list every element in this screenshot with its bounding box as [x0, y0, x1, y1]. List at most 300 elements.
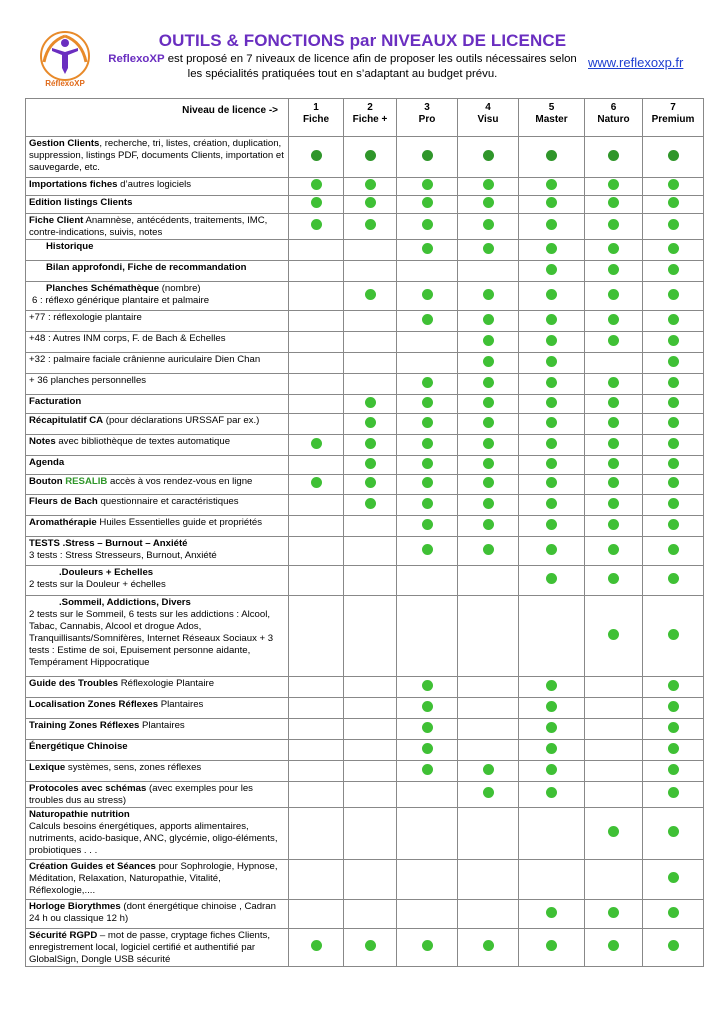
level-cell-6 — [585, 311, 643, 332]
included-dot-icon — [483, 314, 494, 325]
level-cell-3 — [397, 475, 458, 495]
included-dot-icon — [668, 335, 679, 346]
included-dot-icon — [608, 438, 619, 449]
level-name: Premium — [651, 114, 695, 125]
feature-description: (pour déclarations URSSAF par ex.) — [103, 415, 260, 426]
level-cell-4 — [458, 214, 519, 240]
level-cell-1 — [289, 475, 344, 495]
level-cell-4 — [458, 311, 519, 332]
level-cell-6 — [585, 353, 643, 374]
included-dot-icon — [668, 787, 679, 798]
level-cell-6 — [585, 566, 643, 596]
table-row — [26, 414, 704, 435]
table-row — [26, 677, 704, 698]
level-cell-2 — [344, 677, 397, 698]
level-cell-4 — [458, 900, 519, 929]
included-dot-icon — [422, 150, 433, 161]
level-number: 5 — [548, 102, 555, 113]
table-row — [26, 929, 704, 967]
level-cell-4 — [458, 414, 519, 435]
included-dot-icon — [546, 573, 557, 584]
included-dot-icon — [668, 219, 679, 230]
included-dot-icon — [483, 498, 494, 509]
feature-detail: Calculs besoins énergétiques, apports alimentaires, nutriments, acido-basique, ANC, glycémie, oligo-éléments, probiotiques . . . — [29, 821, 278, 856]
included-dot-icon — [422, 544, 433, 555]
feature-description: +32 : palmaire faciale crânienne auriculaire Dien Chan — [29, 354, 261, 365]
header-label: Niveau de licence -> — [26, 99, 289, 137]
level-cell-7 — [643, 395, 704, 414]
included-dot-icon — [668, 872, 679, 883]
table-row — [26, 860, 704, 900]
level-cell-2 — [344, 414, 397, 435]
table-row — [26, 761, 704, 782]
feature-name: Protocoles avec schémas — [29, 783, 147, 794]
level-cell-5 — [519, 516, 585, 537]
level-number: 6 — [610, 102, 617, 113]
included-dot-icon — [483, 356, 494, 367]
level-cell-4 — [458, 677, 519, 698]
level-cell-6 — [585, 719, 643, 740]
included-dot-icon — [422, 764, 433, 775]
included-dot-icon — [546, 458, 557, 469]
level-header-2 — [344, 99, 397, 137]
level-cell-6 — [585, 261, 643, 282]
feature-detail: 6 : réflexo générique plantaire et palmaire — [32, 295, 210, 306]
level-cell-3 — [397, 860, 458, 900]
included-dot-icon — [422, 438, 433, 449]
included-dot-icon — [365, 150, 376, 161]
table-row — [26, 374, 704, 395]
included-dot-icon — [668, 314, 679, 325]
included-dot-icon — [365, 438, 376, 449]
level-cell-1 — [289, 240, 344, 261]
feature-description: avec bibliothèque de textes automatique — [55, 436, 231, 447]
level-cell-2 — [344, 782, 397, 808]
table-row — [26, 332, 704, 353]
level-cell-7 — [643, 761, 704, 782]
feature-description: Huiles Essentielles guide et propriétés — [96, 517, 263, 528]
level-cell-6 — [585, 596, 643, 677]
feature-name: Historique — [46, 241, 94, 252]
feature-description: Plantaires — [139, 720, 185, 731]
level-cell-6 — [585, 414, 643, 435]
included-dot-icon — [668, 377, 679, 388]
feature-name: Guide des Troubles — [29, 678, 119, 689]
level-cell-3 — [397, 311, 458, 332]
level-cell-6 — [585, 456, 643, 475]
table-row — [26, 495, 704, 516]
table-row — [26, 311, 704, 332]
level-cell-3 — [397, 677, 458, 698]
level-cell-7 — [643, 414, 704, 435]
level-cell-2 — [344, 435, 397, 456]
feature-name: Horloge Biorythmes — [29, 901, 121, 912]
level-cell-5 — [519, 282, 585, 311]
included-dot-icon — [422, 940, 433, 951]
level-cell-2 — [344, 698, 397, 719]
level-cell-5 — [519, 860, 585, 900]
included-dot-icon — [483, 544, 494, 555]
level-name: Naturo — [597, 114, 630, 125]
level-number: 3 — [424, 102, 430, 113]
included-dot-icon — [668, 356, 679, 367]
table-row — [26, 353, 704, 374]
level-cell-7 — [643, 332, 704, 353]
included-dot-icon — [365, 197, 376, 208]
level-cell-5 — [519, 719, 585, 740]
included-dot-icon — [668, 629, 679, 640]
included-dot-icon — [608, 243, 619, 254]
level-cell-4 — [458, 374, 519, 395]
level-cell-5 — [519, 698, 585, 719]
level-cell-1 — [289, 435, 344, 456]
level-cell-6 — [585, 698, 643, 719]
level-cell-6 — [585, 282, 643, 311]
level-cell-5 — [519, 261, 585, 282]
included-dot-icon — [668, 417, 679, 428]
feature-cell — [26, 196, 289, 214]
feature-description: (nombre) — [159, 283, 201, 294]
feature-cell — [26, 860, 289, 900]
included-dot-icon — [365, 289, 376, 300]
level-cell-2 — [344, 808, 397, 860]
included-dot-icon — [608, 219, 619, 230]
included-dot-icon — [608, 573, 619, 584]
table-row — [26, 214, 704, 240]
level-cell-5 — [519, 900, 585, 929]
level-cell-7 — [643, 900, 704, 929]
level-cell-2 — [344, 719, 397, 740]
feature-cell — [26, 761, 289, 782]
level-cell-2 — [344, 332, 397, 353]
level-cell-5 — [519, 782, 585, 808]
level-cell-4 — [458, 240, 519, 261]
level-cell-1 — [289, 374, 344, 395]
level-cell-6 — [585, 900, 643, 929]
level-name: Visu — [477, 114, 499, 125]
included-dot-icon — [311, 150, 322, 161]
level-number: 2 — [367, 102, 373, 113]
feature-name: Lexique — [29, 762, 66, 773]
level-cell-4 — [458, 435, 519, 456]
included-dot-icon — [546, 680, 557, 691]
feature-name: Planches Schémathèque — [46, 283, 160, 294]
level-cell-1 — [289, 808, 344, 860]
included-dot-icon — [608, 907, 619, 918]
feature-name: Aromathérapie — [29, 517, 97, 528]
included-dot-icon — [546, 219, 557, 230]
feature-cell — [26, 374, 289, 395]
level-cell-6 — [585, 475, 643, 495]
included-dot-icon — [668, 264, 679, 275]
level-cell-5 — [519, 740, 585, 761]
resalib-label: RESALIB — [65, 476, 108, 487]
level-cell-3 — [397, 196, 458, 214]
level-cell-7 — [643, 353, 704, 374]
feature-cell — [26, 740, 289, 761]
table-row — [26, 240, 704, 261]
included-dot-icon — [483, 417, 494, 428]
included-dot-icon — [546, 289, 557, 300]
level-cell-3 — [397, 566, 458, 596]
level-cell-6 — [585, 860, 643, 900]
included-dot-icon — [546, 438, 557, 449]
level-cell-3 — [397, 374, 458, 395]
included-dot-icon — [668, 722, 679, 733]
level-cell-6 — [585, 929, 643, 967]
level-cell-6 — [585, 740, 643, 761]
level-name: Pro — [418, 114, 436, 125]
feature-name: Récapitulatif CA — [29, 415, 104, 426]
level-cell-2 — [344, 566, 397, 596]
level-number: 1 — [313, 102, 319, 113]
included-dot-icon — [546, 764, 557, 775]
feature-cell — [26, 456, 289, 475]
included-dot-icon — [483, 197, 494, 208]
included-dot-icon — [422, 722, 433, 733]
included-dot-icon — [483, 519, 494, 530]
level-cell-6 — [585, 435, 643, 456]
level-cell-3 — [397, 214, 458, 240]
feature-cell — [26, 261, 289, 282]
level-cell-1 — [289, 929, 344, 967]
included-dot-icon — [668, 197, 679, 208]
level-cell-3 — [397, 929, 458, 967]
level-header-4 — [458, 99, 519, 137]
level-cell-1 — [289, 311, 344, 332]
level-cell-1 — [289, 719, 344, 740]
level-cell-4 — [458, 495, 519, 516]
table-row — [26, 740, 704, 761]
included-dot-icon — [668, 680, 679, 691]
level-cell-4 — [458, 761, 519, 782]
licence-features-table — [25, 98, 704, 967]
level-cell-4 — [458, 353, 519, 374]
feature-description: pour Sophrologie, Hypnose, Méditation, Relaxation, Naturopathie, Vitalité, Réflexologie,.... — [29, 861, 278, 896]
included-dot-icon — [422, 197, 433, 208]
included-dot-icon — [608, 458, 619, 469]
level-cell-4 — [458, 282, 519, 311]
level-cell-7 — [643, 282, 704, 311]
included-dot-icon — [546, 417, 557, 428]
included-dot-icon — [311, 940, 322, 951]
feature-cell — [26, 566, 289, 596]
level-cell-1 — [289, 178, 344, 196]
feature-name: Agenda — [29, 457, 65, 468]
table-header-row — [26, 99, 704, 137]
level-cell-3 — [397, 495, 458, 516]
level-cell-2 — [344, 929, 397, 967]
included-dot-icon — [483, 397, 494, 408]
level-cell-4 — [458, 566, 519, 596]
included-dot-icon — [546, 544, 557, 555]
level-cell-7 — [643, 719, 704, 740]
level-cell-2 — [344, 240, 397, 261]
level-cell-5 — [519, 311, 585, 332]
level-cell-7 — [643, 740, 704, 761]
included-dot-icon — [422, 289, 433, 300]
level-cell-1 — [289, 282, 344, 311]
level-cell-1 — [289, 456, 344, 475]
table-row — [26, 395, 704, 414]
included-dot-icon — [483, 243, 494, 254]
included-dot-icon — [608, 417, 619, 428]
level-cell-2 — [344, 516, 397, 537]
included-dot-icon — [546, 722, 557, 733]
level-cell-5 — [519, 332, 585, 353]
level-cell-4 — [458, 395, 519, 414]
included-dot-icon — [365, 477, 376, 488]
feature-cell — [26, 516, 289, 537]
included-dot-icon — [546, 314, 557, 325]
included-dot-icon — [546, 940, 557, 951]
level-cell-7 — [643, 537, 704, 566]
level-cell-1 — [289, 516, 344, 537]
included-dot-icon — [668, 179, 679, 190]
level-cell-1 — [289, 137, 344, 178]
level-cell-4 — [458, 516, 519, 537]
included-dot-icon — [608, 477, 619, 488]
level-cell-1 — [289, 698, 344, 719]
level-cell-5 — [519, 761, 585, 782]
level-cell-3 — [397, 261, 458, 282]
feature-detail: 3 tests : Stress Stresseurs, Burnout, Anxiété — [29, 550, 217, 561]
feature-description: d’autres logiciels — [117, 179, 192, 190]
feature-cell — [26, 414, 289, 435]
level-cell-5 — [519, 435, 585, 456]
level-cell-4 — [458, 137, 519, 178]
level-cell-2 — [344, 475, 397, 495]
included-dot-icon — [608, 335, 619, 346]
level-cell-7 — [643, 495, 704, 516]
level-cell-1 — [289, 214, 344, 240]
level-cell-2 — [344, 282, 397, 311]
level-cell-1 — [289, 395, 344, 414]
level-cell-1 — [289, 860, 344, 900]
included-dot-icon — [608, 544, 619, 555]
included-dot-icon — [608, 826, 619, 837]
feature-detail: 2 tests sur la Douleur + échelles — [29, 579, 166, 590]
website-link[interactable]: www.reflexoxp.fr — [588, 55, 684, 70]
level-cell-2 — [344, 596, 397, 677]
included-dot-icon — [422, 519, 433, 530]
level-cell-4 — [458, 698, 519, 719]
level-cell-5 — [519, 566, 585, 596]
included-dot-icon — [546, 150, 557, 161]
level-cell-5 — [519, 677, 585, 698]
included-dot-icon — [668, 438, 679, 449]
feature-description: Plantaires — [158, 699, 204, 710]
level-cell-2 — [344, 537, 397, 566]
level-cell-1 — [289, 566, 344, 596]
included-dot-icon — [422, 477, 433, 488]
included-dot-icon — [365, 417, 376, 428]
included-dot-icon — [422, 458, 433, 469]
level-cell-7 — [643, 929, 704, 967]
level-cell-6 — [585, 137, 643, 178]
included-dot-icon — [422, 314, 433, 325]
included-dot-icon — [365, 397, 376, 408]
level-cell-4 — [458, 261, 519, 282]
level-cell-7 — [643, 261, 704, 282]
page-title: OUTILS & FONCTIONS par NIVEAUX DE LICENCE — [158, 31, 567, 50]
level-cell-3 — [397, 332, 458, 353]
level-cell-6 — [585, 761, 643, 782]
feature-cell — [26, 900, 289, 929]
feature-name: Naturopathie nutrition — [29, 809, 130, 820]
included-dot-icon — [668, 243, 679, 254]
included-dot-icon — [546, 397, 557, 408]
included-dot-icon — [608, 940, 619, 951]
level-cell-2 — [344, 395, 397, 414]
feature-description: +48 : Autres INM corps, F. de Bach & Echelles — [29, 333, 226, 344]
included-dot-icon — [668, 289, 679, 300]
table-row — [26, 196, 704, 214]
level-cell-6 — [585, 374, 643, 395]
feature-name: Énergétique Chinoise — [29, 741, 128, 752]
feature-cell — [26, 353, 289, 374]
table-row — [26, 808, 704, 860]
table-row — [26, 282, 704, 311]
table-row — [26, 782, 704, 808]
level-cell-2 — [344, 311, 397, 332]
included-dot-icon — [608, 197, 619, 208]
feature-name: Training Zones Réflexes — [29, 720, 140, 731]
feature-cell — [26, 282, 289, 311]
level-cell-4 — [458, 740, 519, 761]
level-cell-6 — [585, 537, 643, 566]
level-cell-2 — [344, 214, 397, 240]
table-row — [26, 900, 704, 929]
included-dot-icon — [546, 477, 557, 488]
level-cell-3 — [397, 761, 458, 782]
table-row — [26, 137, 704, 178]
level-cell-1 — [289, 740, 344, 761]
table-row — [26, 261, 704, 282]
included-dot-icon — [546, 498, 557, 509]
level-cell-3 — [397, 137, 458, 178]
feature-cell — [26, 495, 289, 516]
included-dot-icon — [311, 477, 322, 488]
level-header-6 — [585, 99, 643, 137]
level-cell-6 — [585, 516, 643, 537]
included-dot-icon — [483, 764, 494, 775]
level-cell-6 — [585, 395, 643, 414]
level-cell-3 — [397, 740, 458, 761]
included-dot-icon — [608, 150, 619, 161]
level-cell-6 — [585, 178, 643, 196]
level-cell-5 — [519, 178, 585, 196]
included-dot-icon — [311, 179, 322, 190]
included-dot-icon — [483, 438, 494, 449]
included-dot-icon — [608, 264, 619, 275]
included-dot-icon — [422, 743, 433, 754]
included-dot-icon — [608, 289, 619, 300]
level-cell-6 — [585, 495, 643, 516]
level-cell-3 — [397, 435, 458, 456]
table-row — [26, 719, 704, 740]
table-row — [26, 516, 704, 537]
level-cell-5 — [519, 456, 585, 475]
included-dot-icon — [668, 826, 679, 837]
included-dot-icon — [668, 743, 679, 754]
level-cell-7 — [643, 311, 704, 332]
included-dot-icon — [546, 179, 557, 190]
feature-cell — [26, 537, 289, 566]
included-dot-icon — [483, 458, 494, 469]
level-cell-1 — [289, 495, 344, 516]
feature-name: Fiche Client — [29, 215, 84, 226]
